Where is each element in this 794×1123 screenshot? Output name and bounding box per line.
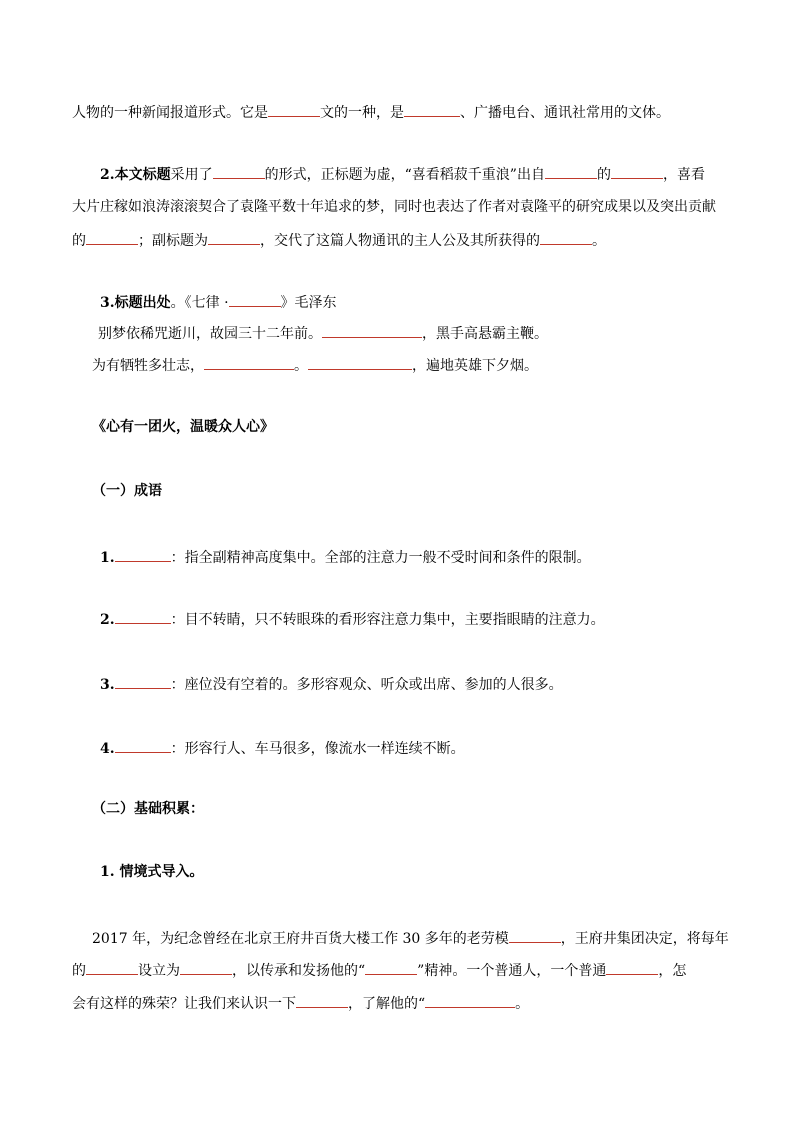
idioms-heading: （一）成语 [92,483,162,499]
blank[interactable] [213,164,265,179]
blank[interactable] [208,230,260,245]
blank[interactable] [115,738,171,753]
blank[interactable] [545,164,597,179]
text-line: 3.标题出处。《七律 · 》毛泽东 [100,292,337,313]
blank[interactable] [86,230,138,245]
blank[interactable] [204,355,294,370]
list-item: 1. ：指全副精神高度集中。全部的注意力一般不受时间和条件的限制。 [100,547,591,568]
text-line: 的 ；副标题为 ，交代了这篇人物通讯的主人公及其所获得的 。 [72,230,606,251]
basics-heading: （二）基础积累： [92,801,204,817]
text-line: 人物的一种新闻报道形式。它是 文的一种，是 、广播电台、通讯社常用的文体。 [72,102,670,123]
blank[interactable] [296,993,348,1008]
blank[interactable] [115,547,171,562]
list-item: 2. ：目不转睛，只不转眼珠的看形容注意力集中，主要指眼睛的注意力。 [100,609,605,630]
text-line: 会有这样的殊荣？让我们来认识一下 ，了解他的“ 。 [72,993,529,1014]
blank[interactable] [425,993,515,1008]
blank[interactable] [509,928,561,943]
text-line: 大片庄稼如浪涛滚滚契合了袁隆平数十年追求的梦，同时也表达了作者对袁隆平的研究成果以及突出贡献 [72,199,716,215]
text-line: 2.本文标题采用了 的形式，正标题为虚，“喜看稻菽千重浪”出自 的 ，喜看 [100,164,705,185]
text-line: 的 设立为 ，以传承和发扬他的“ ”精神。一个普通人，一个普通 ，怎 [72,960,686,981]
blank[interactable] [180,960,232,975]
blank[interactable] [86,960,138,975]
section-title: 《心有一团火，温暖众人心》 [92,419,274,435]
text-line: 别梦依稀咒逝川，故园三十二年前。 ，黑手高悬霸主鞭。 [98,323,548,344]
blank[interactable] [404,102,460,117]
blank[interactable] [115,674,171,689]
blank[interactable] [322,323,422,338]
basics-subheading: 1. 情境式导入。 [100,864,204,880]
blank[interactable] [229,292,281,307]
blank[interactable] [606,960,658,975]
text-line: 为有牺牲多壮志， 。 ，遍地英雄下夕烟。 [92,355,538,376]
blank[interactable] [540,230,592,245]
blank[interactable] [308,355,412,370]
blank[interactable] [268,102,320,117]
text-line: 2017 年，为纪念曾经在北京王府井百货大楼工作 30 多年的老劳模 ，王府井集团决定，将每年 [92,928,729,949]
blank[interactable] [365,960,417,975]
blank[interactable] [611,164,663,179]
list-item: 3. ：座位没有空着的。多形容观众、听众或出席、参加的人很多。 [100,674,563,695]
list-item: 4. ：形容行人、车马很多，像流水一样连续不断。 [100,738,465,759]
blank[interactable] [115,609,171,624]
